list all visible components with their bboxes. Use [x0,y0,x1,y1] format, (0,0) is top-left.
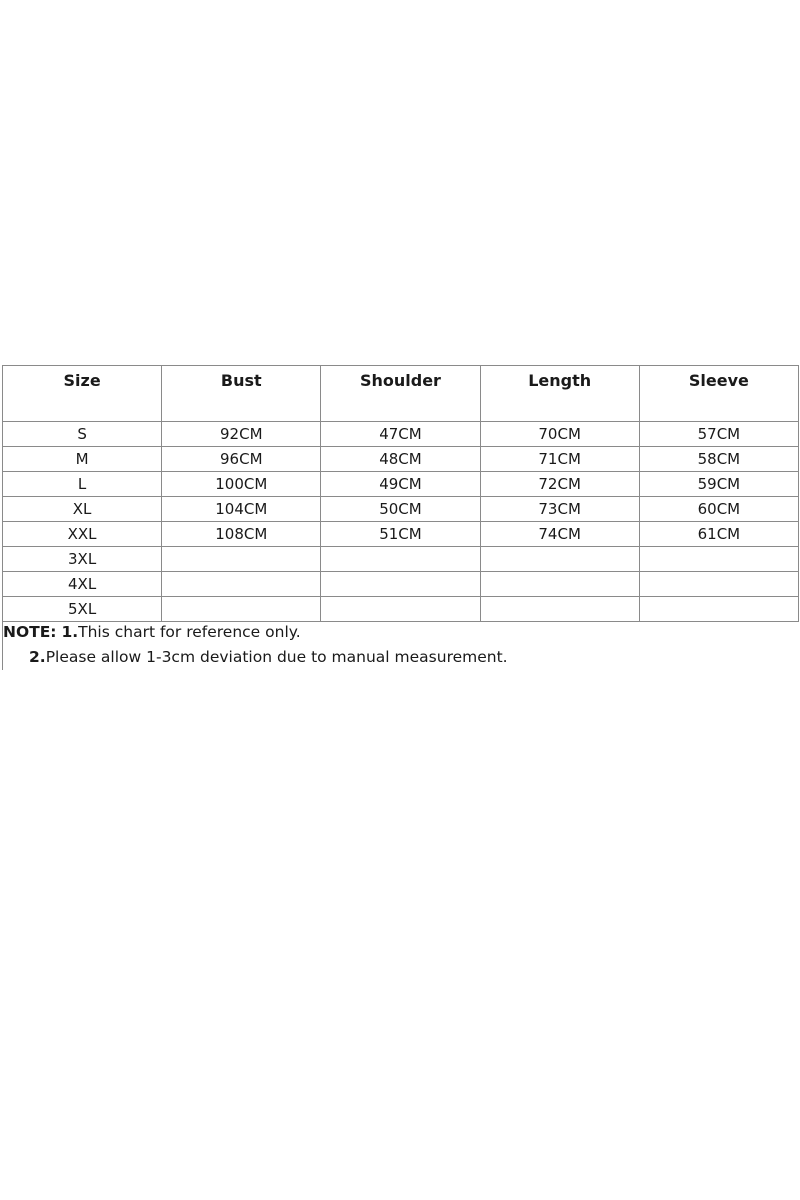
header-shoulder: Shoulder [321,366,480,422]
cell-bust [162,547,321,572]
cell-length [480,597,639,622]
header-size: Size [3,366,162,422]
cell-sleeve: 59CM [639,472,798,497]
cell-length [480,547,639,572]
note-line-1 [3,620,508,645]
cell-sleeve [639,572,798,597]
cell-shoulder: 51CM [321,522,480,547]
cell-length: 74CM [480,522,639,547]
cell-shoulder: 49CM [321,472,480,497]
cell-bust: 92CM [162,422,321,447]
table-row [3,522,799,547]
table-row [3,472,799,497]
cell-shoulder [321,547,480,572]
cell-bust: 104CM [162,497,321,522]
table-header-row [3,366,799,422]
note-prefix: NOTE: [3,623,57,641]
cell-length: 70CM [480,422,639,447]
cell-size: S [3,422,162,447]
note-number: 1. [61,623,79,641]
cell-sleeve: 58CM [639,447,798,472]
cell-shoulder [321,572,480,597]
note-text: Please allow 1-3cm deviation due to manual measurement. [45,648,508,666]
cell-sleeve [639,547,798,572]
cell-bust [162,597,321,622]
cell-sleeve: 61CM [639,522,798,547]
table-row [3,547,799,572]
cell-shoulder: 50CM [321,497,480,522]
table-row [3,422,799,447]
size-chart-table [2,365,799,622]
cell-bust: 108CM [162,522,321,547]
cell-sleeve: 60CM [639,497,798,522]
cell-bust [162,572,321,597]
table-row [3,497,799,522]
cell-size: 5XL [3,597,162,622]
table-row [3,572,799,597]
cell-bust: 96CM [162,447,321,472]
cell-size: L [3,472,162,497]
note-number: 2. [29,648,46,666]
note-text: This chart for reference only. [78,623,301,641]
cell-bust: 100CM [162,472,321,497]
cell-shoulder: 48CM [321,447,480,472]
table-row [3,597,799,622]
cell-length [480,572,639,597]
header-sleeve: Sleeve [639,366,798,422]
cell-size: XXL [3,522,162,547]
note-line-2 [3,645,508,670]
table-row [3,447,799,472]
cell-length: 72CM [480,472,639,497]
cell-length: 71CM [480,447,639,472]
cell-size: 3XL [3,547,162,572]
cell-sleeve [639,597,798,622]
header-bust: Bust [162,366,321,422]
cell-size: 4XL [3,572,162,597]
header-length: Length [480,366,639,422]
cell-length: 73CM [480,497,639,522]
cell-shoulder [321,597,480,622]
cell-shoulder: 47CM [321,422,480,447]
cell-sleeve: 57CM [639,422,798,447]
cell-size: M [3,447,162,472]
cell-size: XL [3,497,162,522]
notes-block [3,620,508,670]
